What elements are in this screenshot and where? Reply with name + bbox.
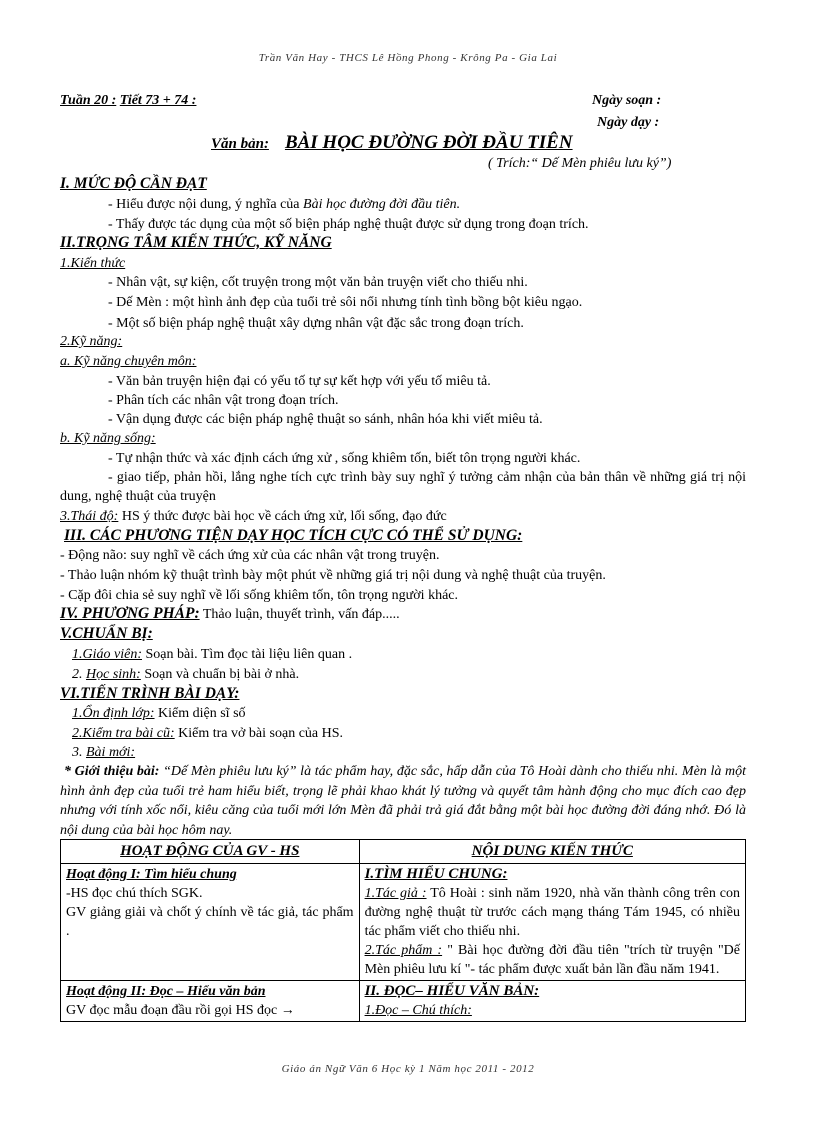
section-4: IV. PHƯƠNG PHÁP: Thảo luận, thuyết trình, vấn đáp..... [60, 605, 400, 622]
section-2-1-line-1: - Nhân vật, sự kiện, cốt truyện trong một văn bản truyện viết cho thiếu nhi. [108, 275, 528, 290]
title-text: BÀI HỌC ĐƯỜNG ĐỜI ĐẦU TIÊN [284, 132, 573, 153]
period-label: Tiết 73 + 74 : [119, 93, 197, 108]
table-header-row [61, 840, 746, 864]
section-6-heading: VI.TIẾN TRÌNH BÀI DẠY: [60, 685, 240, 702]
section-3-line-1: - Động não: suy nghĩ về cách ứng xử của các nhân vật trong truyện. [60, 548, 440, 563]
section-6-line-1: 1.Ổn định lớp: Kiểm diện sĩ số [72, 706, 246, 721]
section-1-heading: I. MỨC ĐỘ CẦN ĐẠT [60, 175, 207, 192]
section-3-line-2: - Thảo luận nhóm kỹ thuật trình bày một phút về những giá trị nội dung và nghệ thuật của truyện. [60, 568, 606, 583]
section-2-2-heading: 2.Kỹ năng: [60, 334, 123, 349]
activity-cell: Hoạt động II: Đọc – Hiểu văn bản GV đọc mẫu đoạn đầu rồi gọi HS đọc → [61, 981, 360, 1022]
section-1-line-1: - Hiểu được nội dung, ý nghĩa của Bài học đường đời đầu tiên. [108, 197, 461, 212]
section-3-line-3: - Cặp đôi chia sẻ suy nghĩ về lối sống khiêm tốn, tôn trọng người khác. [60, 588, 458, 603]
section-2-2a-heading: a. Kỹ năng chuyên môn: [60, 354, 197, 369]
section-2-heading: II.TRỌNG TÂM KIẾN THỨC, KỸ NĂNG [60, 234, 332, 251]
section-5-heading: V.CHUẨN BỊ: [60, 625, 153, 642]
section-1-line-2: - Thấy được tác dụng của một số biện pháp nghệ thuật được sử dụng trong đoạn trích. [108, 217, 589, 232]
week-label: Tuần 20 : [60, 93, 117, 108]
section-6-line-3: 3. Bài mới: [72, 745, 136, 760]
lesson-meta [60, 92, 196, 110]
title-source: ( Trích:“ Dế Mèn phiêu lưu ký”) [488, 156, 672, 171]
page-title [211, 132, 573, 154]
section-2-1-line-2: - Dế Mèn : một hình ảnh đẹp của tuổi trẻ sôi nổi nhưng tính tình bồng bột kiêu ngạo. [108, 295, 583, 310]
section-5-line-2: 2. Học sinh: Soạn và chuẩn bị bài ở nhà. [72, 667, 300, 682]
table-row [61, 981, 746, 1022]
table-row [61, 864, 746, 981]
section-2-2b-line-1: - Tự nhận thức và xác định cách ứng xử , sống khiêm tốn, biết tôn trọng người khác. [108, 451, 581, 466]
running-header: Trần Văn Hay - THCS Lê Hồng Phong - Krông Pa - Gia Lai [258, 52, 558, 64]
section-2-3: 3.Thái độ: HS ý thức được bài học về cách ứng xử, lối sống, đạo đức [60, 509, 447, 524]
title-label: Văn bản: [211, 136, 269, 152]
running-footer: Giáo án Ngữ Văn 6 Học kỳ 1 Năm học 2011 - 2012 [281, 1063, 535, 1075]
section-2-2a-line-3: - Vận dụng được các biện pháp nghệ thuật so sánh, nhân hóa khi viết miêu tả. [108, 412, 543, 427]
activity-cell: Hoạt động I: Tìm hiểu chung -HS đọc chú thích SGK. GV giảng giải và chốt ý chính về tác giả, tác phẩm . [61, 864, 360, 981]
col-header-activities: HOẠT ĐỘNG CỦA GV - HS [61, 840, 360, 864]
date-prepared: Ngày soạn : [592, 93, 662, 108]
section-2-2b-heading: b. Kỹ năng sống: [60, 431, 156, 446]
section-5-line-1: 1.Giáo viên: Soạn bài. Tìm đọc tài liệu liên quan . [72, 647, 353, 662]
section-6-line-2: 2.Kiểm tra bài cũ: Kiểm tra vở bài soạn của HS. [72, 726, 344, 741]
content-cell: I.TÌM HIỂU CHUNG: 1.Tác giả : Tô Hoài : sinh năm 1920, nhà văn thành công trên con đường nghệ thuật từ trước cách mạng tháng Tám 1945, có nhiều tác phẩm viết cho thiếu nhi. 2.Tác phẩm : " Bài học đường đời đầu tiên "trích từ truyện "Dế Mèn phiêu lưu kí "- tác phẩm được xuất bản lần đầu năm 1941. [359, 864, 745, 981]
intro-paragraph: * Giới thiệu bài: “Dế Mèn phiêu lưu ký” là tác phẩm hay, đặc sắc, hấp dẫn của Tô Hoài dành cho thiếu nhi. Mèn là một hình ảnh đẹp của tuổi trẻ ham hiểu biết, trọng lẽ phải khao khát lý tưởng và quyết tâm hành động cho mục đích cao đẹp nhưng với tính xốc nổi, kiêu căng của tuổi mới lớn Mèn đã phải trả giá đắt bằng một bài học đường đời đáng nhớ. Đó là nội dung của bài học hôm nay. [60, 764, 746, 838]
section-2-2a-line-2: - Phân tích các nhân vật trong đoạn trích. [108, 393, 339, 408]
lesson-plan-table [60, 839, 746, 1022]
section-2-1-line-3: - Một số biện pháp nghệ thuật xây dựng nhân vật đặc sắc trong đoạn trích. [108, 316, 524, 331]
col-header-content: NỘI DUNG KIẾN THỨC [359, 840, 745, 864]
section-2-2a-line-1: - Văn bản truyện hiện đại có yếu tố tự sự kết hợp với yếu tố miêu tả. [108, 374, 491, 389]
section-3-heading: III. CÁC PHƯƠNG TIỆN DẠY HỌC TÍCH CỰC CÓ THỂ SỬ DỤNG: [64, 527, 523, 544]
section-2-1-heading: 1.Kiến thức [60, 256, 126, 271]
content-cell: II. ĐỌC– HIỂU VĂN BẢN: 1.Đọc – Chú thích: [359, 981, 745, 1022]
date-taught: Ngày dạy : [597, 115, 660, 130]
section-2-2b-line-2: - giao tiếp, phản hồi, lắng nghe tích cực trình bày suy nghĩ ý tưởng cảm nhận của bản thân về những giá trị nội dung, nghệ thuật của truyện [60, 470, 746, 504]
